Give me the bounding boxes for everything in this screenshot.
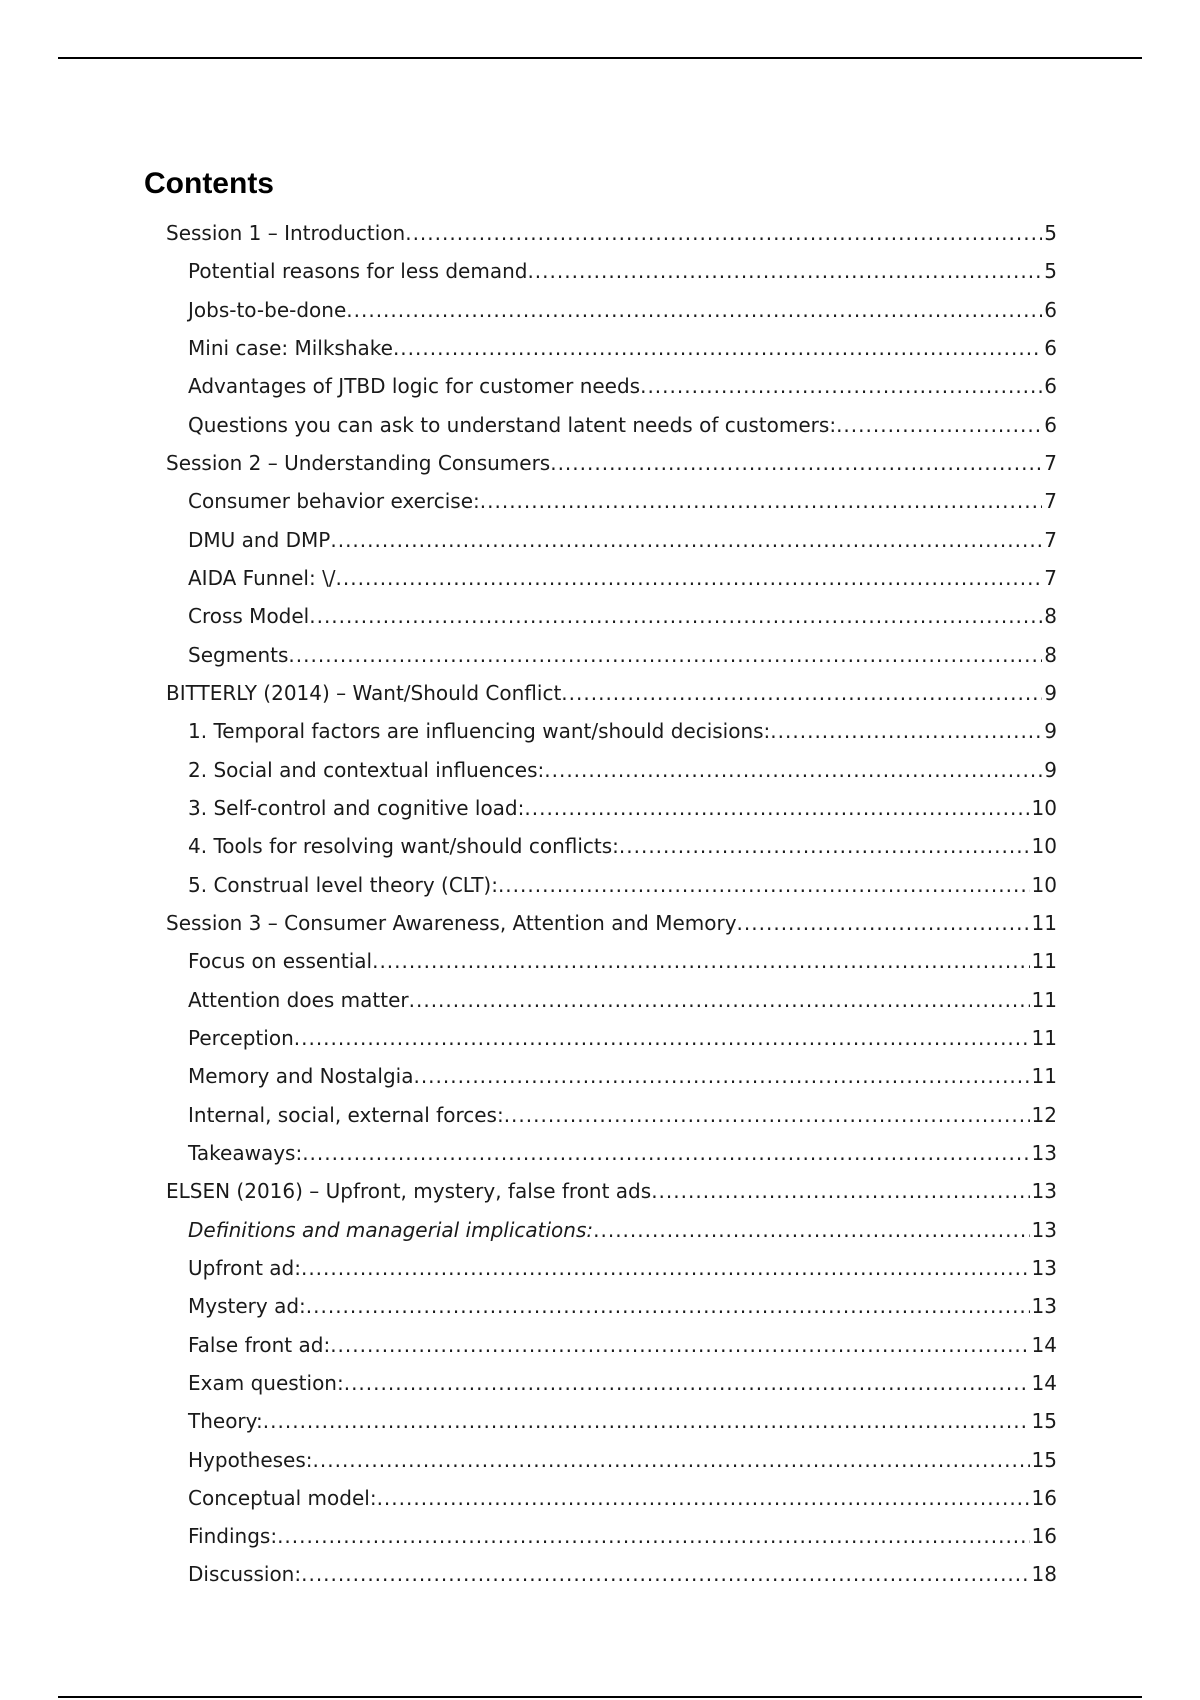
toc-entry-label: 3. Self-control and cognitive load: [188, 795, 525, 820]
toc-entry-section[interactable] [166, 1174, 1057, 1212]
toc-entry-page-number: 11 [1031, 949, 1057, 974]
toc-dot-leader [344, 1366, 1030, 1400]
toc-entry-section[interactable] [166, 676, 1057, 714]
toc-entry-subsection[interactable] [166, 714, 1057, 752]
toc-entry-label: False front ad: [188, 1332, 331, 1357]
toc-entry-page-number: 11 [1031, 987, 1057, 1012]
toc-entry-subsection[interactable] [166, 1481, 1057, 1519]
toc-dot-leader [405, 216, 1042, 250]
toc-entry-subsection[interactable] [166, 484, 1057, 522]
toc-entry-label: Mystery ad: [188, 1294, 306, 1319]
toc-entry-label: Focus on essential [188, 949, 373, 974]
toc-dot-leader [737, 906, 1030, 940]
toc-entry-page-number: 8 [1044, 642, 1057, 667]
toc-entry-label: Session 3 – Consumer Awareness, Attention and Memory [166, 910, 737, 935]
toc-entry-subsection[interactable] [166, 599, 1057, 637]
toc-entry-label: AIDA Funnel: \/ [188, 565, 336, 590]
footer-rule [58, 1696, 1142, 1698]
toc-dot-leader [561, 676, 1042, 710]
toc-dot-leader [393, 331, 1042, 365]
toc-entry-label: Findings: [188, 1524, 278, 1549]
toc-dot-leader [277, 1519, 1029, 1553]
toc-entry-subsection[interactable] [166, 944, 1057, 982]
toc-dot-leader [480, 484, 1043, 518]
toc-entry-subsection[interactable] [166, 1021, 1057, 1059]
toc-entry-label: Advantages of JTBD logic for customer needs [188, 374, 641, 399]
toc-entry-page-number: 10 [1031, 795, 1057, 820]
toc-entry-subsection[interactable] [166, 408, 1057, 446]
toc-entry-label: Definitions and managerial implications: [188, 1217, 594, 1242]
toc-entry-subsection[interactable] [166, 1059, 1057, 1097]
toc-entry-label: DMU and DMP [188, 527, 331, 552]
toc-entry-label: Hypotheses: [188, 1447, 313, 1472]
toc-entry-page-number: 16 [1031, 1485, 1057, 1510]
toc-entry-page-number: 9 [1044, 680, 1057, 705]
toc-dot-leader [263, 1404, 1030, 1438]
toc-entry-page-number: 11 [1031, 910, 1057, 935]
toc-dot-leader [651, 1174, 1029, 1208]
toc-dot-leader [409, 983, 1030, 1017]
toc-entry-page-number: 6 [1044, 335, 1057, 360]
toc-entry-label: 4. Tools for resolving want/should conflicts: [188, 834, 619, 859]
toc-dot-leader [640, 369, 1042, 403]
toc-entry-page-number: 5 [1044, 259, 1057, 284]
toc-dot-leader [544, 753, 1042, 787]
toc-dot-leader [836, 408, 1042, 442]
toc-entry-label: Segments [188, 642, 289, 667]
toc-entry-subsection[interactable] [166, 1251, 1057, 1289]
toc-entry-page-number: 13 [1031, 1217, 1057, 1242]
toc-entry-page-number: 9 [1044, 719, 1057, 744]
toc-entry-label: Session 1 – Introduction [166, 221, 406, 245]
toc-dot-leader [288, 638, 1042, 672]
toc-entry-page-number: 7 [1044, 565, 1057, 590]
toc-entry-subsection[interactable] [166, 561, 1057, 599]
toc-dot-leader [294, 1021, 1030, 1055]
toc-entry-page-number: 11 [1031, 1025, 1057, 1050]
toc-entry-label: Theory: [188, 1409, 263, 1434]
toc-entry-label: Upfront ad: [188, 1255, 301, 1280]
toc-entry-page-number: 5 [1044, 221, 1057, 245]
toc-entry-label: Jobs-to-be-done [188, 297, 347, 322]
toc-entry-subsection[interactable] [166, 1136, 1057, 1174]
toc-entry-page-number: 6 [1044, 412, 1057, 437]
toc-entry-label: Perception [188, 1025, 294, 1050]
toc-entry-section[interactable] [166, 216, 1057, 254]
toc-entry-page-number: 7 [1044, 450, 1057, 475]
toc-dot-leader [770, 714, 1042, 748]
toc-entry-page-number: 10 [1031, 872, 1057, 897]
toc-dot-leader [301, 1251, 1030, 1285]
toc-entry-page-number: 18 [1031, 1562, 1057, 1587]
toc-entry-page-number: 13 [1031, 1179, 1057, 1204]
toc-entry-label: Discussion: [188, 1562, 302, 1587]
toc-entry-label: Attention does matter [188, 987, 409, 1012]
toc-entry-subsection[interactable] [166, 523, 1057, 561]
toc-entry-subsection[interactable] [166, 1328, 1057, 1366]
toc-dot-leader [550, 446, 1042, 480]
toc-entry-subsection[interactable] [166, 1443, 1057, 1481]
toc-entry-page-number: 14 [1031, 1370, 1057, 1395]
toc-dot-leader [313, 1443, 1030, 1477]
toc-dot-leader [377, 1481, 1030, 1515]
toc-entry-page-number: 6 [1044, 297, 1057, 322]
toc-entry-label: BITTERLY (2014) – Want/Should Conflict [166, 680, 562, 705]
toc-dot-leader [309, 599, 1042, 633]
toc-entry-label: 2. Social and contextual influences: [188, 757, 545, 782]
toc-entry-subsection[interactable] [166, 983, 1057, 1021]
toc-dot-leader [619, 829, 1030, 863]
toc-dot-leader [372, 944, 1029, 978]
toc-entry-page-number: 8 [1044, 604, 1057, 629]
toc-entry-subsection[interactable] [166, 254, 1057, 292]
toc-entry-page-number: 14 [1031, 1332, 1057, 1357]
toc-entry-label: Cross Model [188, 604, 310, 629]
toc-entry-subsection[interactable] [166, 369, 1057, 407]
toc-dot-leader [301, 1557, 1029, 1591]
toc-entry-subsection[interactable] [166, 829, 1057, 867]
toc-entry-label: 5. Construal level theory (CLT): [188, 872, 498, 897]
toc-dot-leader [527, 254, 1042, 288]
toc-entry-page-number: 7 [1044, 527, 1057, 552]
toc-entry-label: Potential reasons for less demand [188, 259, 528, 284]
toc-entry-page-number: 7 [1044, 489, 1057, 514]
toc-dot-leader [413, 1059, 1029, 1093]
toc-entry-label: Questions you can ask to understand latent needs of customers: [188, 412, 837, 437]
toc-dot-leader [302, 1136, 1029, 1170]
toc-entry-page-number: 12 [1031, 1102, 1057, 1127]
toc-dot-leader [346, 293, 1042, 327]
toc-dot-leader [336, 561, 1043, 595]
toc-entry-page-number: 13 [1031, 1255, 1057, 1280]
toc-entry-label: ELSEN (2016) – Upfront, mystery, false front ads [166, 1179, 652, 1204]
toc-dot-leader [498, 868, 1030, 902]
toc-entry-page-number: 9 [1044, 757, 1057, 782]
toc-entry-page-number: 15 [1031, 1409, 1057, 1434]
toc-entry-subsection[interactable] [166, 293, 1057, 331]
toc-entry-label: Takeaways: [188, 1140, 303, 1165]
toc-entry-label: Mini case: Milkshake [188, 335, 393, 360]
toc-entry-subsection[interactable] [166, 638, 1057, 676]
toc-dot-leader [524, 791, 1029, 825]
toc-entry-subsection[interactable] [166, 791, 1057, 829]
toc-entry-label: Consumer behavior exercise: [188, 489, 480, 514]
toc-entry-subsection[interactable] [166, 1098, 1057, 1136]
toc-entry-section[interactable] [166, 906, 1057, 944]
toc-entry-subsection[interactable] [166, 1519, 1057, 1557]
toc-entry-page-number: 13 [1031, 1140, 1057, 1165]
toc-entry-label: Session 2 – Understanding Consumers [166, 450, 551, 475]
toc-dot-leader [593, 1213, 1029, 1247]
toc-dot-leader [330, 1328, 1029, 1362]
toc-entry-page-number: 16 [1031, 1524, 1057, 1549]
toc-entry-subsection[interactable] [166, 1557, 1057, 1595]
toc-entry-subsection[interactable] [166, 1289, 1057, 1327]
toc-entry-subsection[interactable] [166, 1366, 1057, 1404]
toc-entry-section[interactable] [166, 446, 1057, 484]
toc-entry-subsection[interactable] [166, 868, 1057, 906]
toc-dot-leader [306, 1289, 1030, 1323]
toc-entry-page-number: 13 [1031, 1294, 1057, 1319]
contents-heading: Contents [144, 167, 274, 200]
header-rule [58, 57, 1142, 59]
toc-entry-label: Memory and Nostalgia [188, 1064, 414, 1089]
toc-dot-leader [330, 523, 1042, 557]
toc-entry-subsection[interactable] [166, 1213, 1057, 1251]
toc-entry-page-number: 6 [1044, 374, 1057, 399]
toc-entry-page-number: 10 [1031, 834, 1057, 859]
toc-entry-label: Conceptual model: [188, 1485, 377, 1510]
toc-entry-subsection[interactable] [166, 753, 1057, 791]
toc-entry-page-number: 11 [1031, 1064, 1057, 1089]
toc-dot-leader [504, 1098, 1030, 1132]
toc-entry-label: Internal, social, external forces: [188, 1102, 504, 1127]
toc-entry-subsection[interactable] [166, 1404, 1057, 1442]
toc-entry-label: 1. Temporal factors are influencing want/should decisions: [188, 719, 771, 744]
toc-entry-subsection[interactable] [166, 331, 1057, 369]
table-of-contents [166, 216, 1057, 1596]
toc-entry-page-number: 15 [1031, 1447, 1057, 1472]
toc-entry-label: Exam question: [188, 1370, 344, 1395]
